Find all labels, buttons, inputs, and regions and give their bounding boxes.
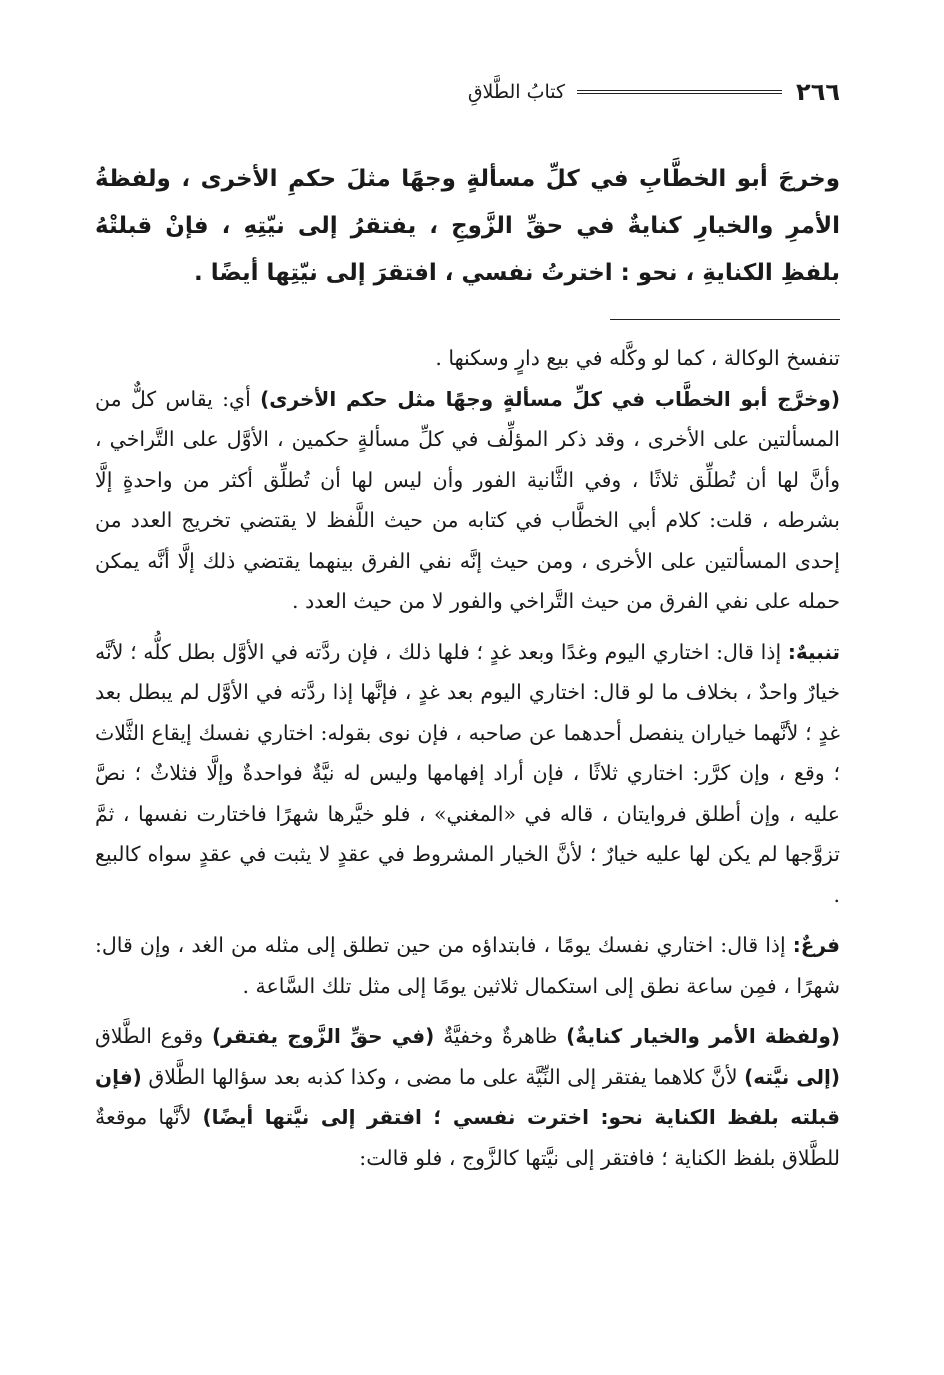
footnote-separator [610, 319, 840, 320]
page-header [95, 70, 840, 114]
main-text: وخرجَ أبو الخطَّابِ في كلِّ مسألةٍ وجهًا مثلَ حكمِ الأخرى ، ولفظةُ الأمرِ والخيارِ كنايةٌ في حقِّ الزَّوجِ ، يفتقرُ إلى نيّتِهِ ، فإنْ قبلتْهُ بلفظِ الكنايةِ ، نحو : اخترتُ نفسي ، افتقرَ إلى نيّتِها أيضًا . [95, 166, 840, 286]
commentary-text: تنفسخ الوكالة ، كما لو وكَّله في بيع دارٍ وسكنها . [435, 346, 840, 370]
branch-heading: فرعٌ: [792, 933, 840, 957]
quoted-matn: (وخرَّج أبو الخطَّاب في كلِّ مسألةٍ وجهًا مثل حكم الأخرى) [260, 386, 840, 411]
commentary-paragraph-5 [95, 1016, 840, 1178]
commentary-text: إذا قال: اختاري اليوم وغدًا وبعد غدٍ ؛ فلها ذلك ، فإن ردَّته في الأوَّل بطل كلُّه ؛ لأنَّه خيارٌ واحدٌ ، بخلاف ما لو قال: اختاري اليوم بعد غدٍ ، فإنَّها إذا ردَّته في الأوَّل لم يبطل بعد غدٍ ؛ لأنَّهما خياران ينفصل أحدهما عن صاحبه ، فإن نوى بقوله: اختاري نفسك إيقاع الثَّلاث ؛ وقع ، وإن كرَّر: اختاري ثلاثًا ، فإن أراد إفهامها وليس له نيَّةٌ فواحدةٌ وإلَّا فثلاثٌ ؛ نصَّ عليه ، وإن أطلق فروايتان ، قاله في «المغني» ، فلو خيَّرها شهرًا فاختارت نفسها ، ثمَّ تزوَّجها لم يكن لها عليه خيارٌ ؛ لأنَّ الخيار المشروط في عقدٍ لا يثبت في عقدٍ سواه كالبيع . [95, 639, 840, 907]
commentary-text: لأنَّها موقعةٌ للطَّلاق بلفظ الكناية ؛ فافتقر إلى نيَّتها كالزَّوج ، فلو قالت: [95, 1105, 840, 1170]
book-page [95, 70, 840, 1178]
commentary-text: إذا قال: اختاري نفسك يومًا ، فابتداؤه من حين تطلق إلى مثله من الغد ، وإن قال: شهرًا ، فمِن ساعة نطق إلى استكمال ثلاثين يومًا إلى مثل تلك السَّاعة . [95, 933, 840, 998]
book-title: كتابُ الطَّلاقِ [467, 81, 566, 103]
commentary [95, 338, 840, 1178]
quoted-matn: (فإن قبلته بلفظ الكناية نحو: اخترت نفسي ؛ افتقر إلى نيَّتها أيضًا) [95, 1064, 840, 1129]
quoted-matn: (في حقِّ الزَّوج يفتقر) [211, 1024, 435, 1048]
commentary-text: لأنَّ كلاهما يفتقر إلى النِّيَّة على ما مضى ، وكذا كذبه بعد سؤالها الطَّلاق [141, 1064, 745, 1089]
commentary-paragraph-3 [95, 632, 840, 916]
commentary-text: ظاهرةٌ وخفيَّةٌ [434, 1024, 567, 1048]
commentary-paragraph-4 [95, 925, 840, 1006]
commentary-text: أي: يقاس كلٌّ من المسألتين على الأخرى ، وقد ذكر المؤلِّف في كلِّ مسألةٍ حكمين ، الأوَّل على التَّراخي ، وأنَّ لها أن تُطلِّق ثلاثًا ، وفي الثَّانية الفور وأن ليس لها أن تُطلِّق أكثر من واحدةٍ إلَّا بشرطه ، قلت: كلام أبي الخطَّاب في كتابه من حيث اللَّفظ لا يقتضي تخريج العدد من إحدى المسألتين على الأخرى ، ومن حيث إنَّه نفي الفرق بينهما يقتضي ذلك إلَّا أنَّه يمكن حمله على نفي الفرق من حيث التَّراخي والفور لا من حيث العدد . [95, 386, 841, 613]
commentary-paragraph-1 [95, 338, 840, 379]
quoted-matn: (ولفظة الأمر والخيار كنايةٌ) [566, 1024, 840, 1048]
quoted-matn: (إلى نيَّته) [744, 1064, 840, 1089]
page-number: ٢٦٦ [796, 78, 840, 106]
note-heading: تنبيهٌ: [787, 639, 840, 664]
header-rule [577, 90, 782, 94]
commentary-paragraph-2 [95, 379, 840, 622]
commentary-text: وقوع الطَّلاق [95, 1024, 212, 1048]
